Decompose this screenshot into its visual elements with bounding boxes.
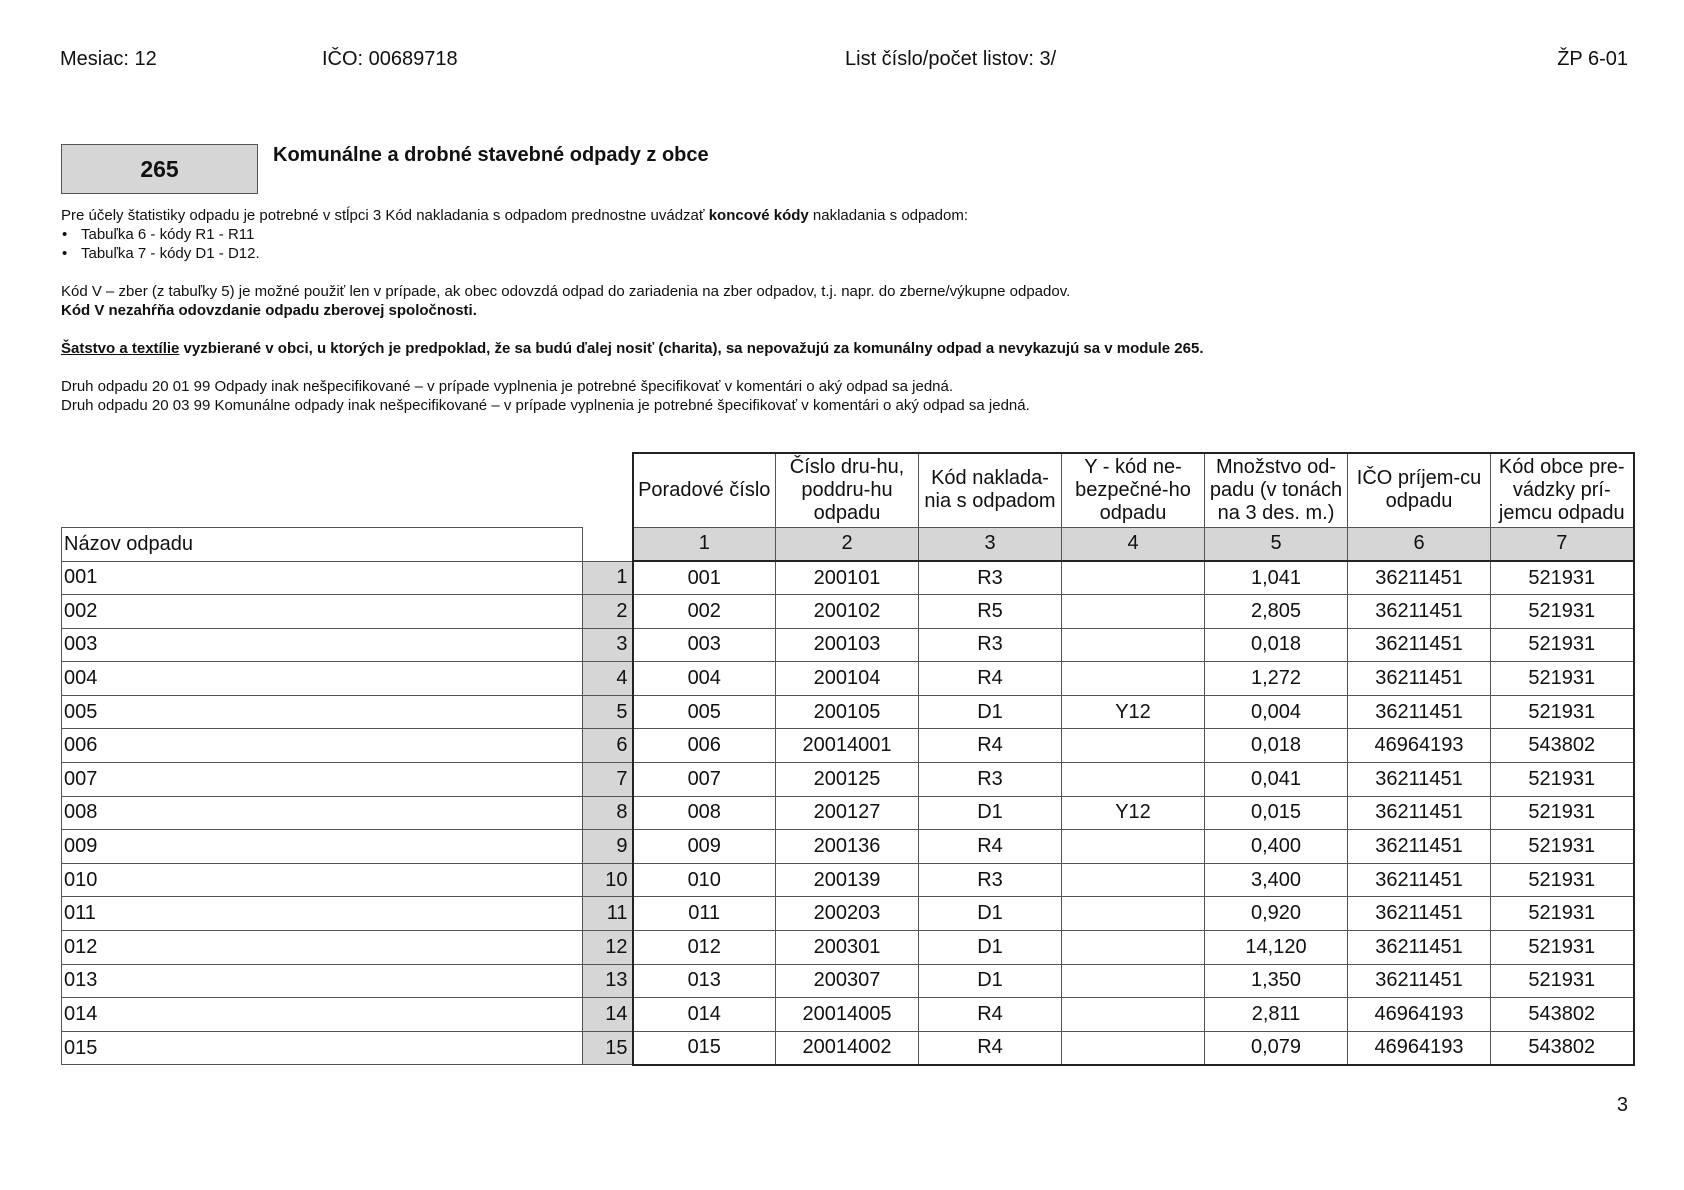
table-cell: 521931	[1491, 628, 1634, 662]
table-cell	[1062, 1031, 1205, 1065]
table-cell	[1062, 561, 1205, 595]
table-cell	[1062, 662, 1205, 696]
table-cell: 46964193	[1348, 998, 1491, 1032]
table-cell: 36211451	[1348, 863, 1491, 897]
table-cell: 001	[633, 561, 776, 595]
table-row	[62, 763, 1634, 797]
table-row	[62, 931, 1634, 965]
kod-v-warning: Kód V nezahŕňa odovzdanie odpadu zberovej spoločnosti.	[61, 302, 477, 319]
row-number-cell: 8	[583, 796, 633, 830]
table-cell: 004	[633, 662, 776, 696]
form-code-label: ŽP 6-01	[1557, 48, 1628, 70]
table-cell	[1062, 863, 1205, 897]
name-column-header: Názov odpadu	[62, 527, 583, 561]
table-cell: 0,004	[1205, 695, 1348, 729]
table-cell: 014	[633, 998, 776, 1032]
column-number: 3	[919, 527, 1062, 561]
table-cell: 46964193	[1348, 1031, 1491, 1065]
table-cell: D1	[919, 796, 1062, 830]
table-row	[62, 897, 1634, 931]
table-cell: 005	[633, 695, 776, 729]
table-cell: R3	[919, 561, 1062, 595]
column-header: Y - kód ne-bezpečné-ho odpadu	[1062, 453, 1205, 527]
table-cell: 36211451	[1348, 796, 1491, 830]
table-cell: 0,041	[1205, 763, 1348, 797]
table-cell: D1	[919, 964, 1062, 998]
table-cell: 36211451	[1348, 964, 1491, 998]
waste-name-cell: 002	[62, 595, 583, 629]
table-row	[62, 863, 1634, 897]
row-number-cell: 11	[583, 897, 633, 931]
table-cell: 521931	[1491, 763, 1634, 797]
table-cell: 1,041	[1205, 561, 1348, 595]
waste-name-cell: 015	[62, 1031, 583, 1065]
table-cell: 36211451	[1348, 561, 1491, 595]
waste-table	[61, 452, 1635, 1066]
column-header: IČO príjem-cu odpadu	[1348, 453, 1491, 527]
table-cell: 36211451	[1348, 830, 1491, 864]
waste-name-cell: 008	[62, 796, 583, 830]
table-cell: 002	[633, 595, 776, 629]
instructions-block	[61, 206, 1621, 415]
table-cell: 200203	[776, 897, 919, 931]
table-cell	[1062, 964, 1205, 998]
textile-note: Šatstvo a textílie vyzbierané v obci, u ktorých je predpoklad, že sa budú ďalej nosiť (charita), sa nepovažujú za komunálny odpad a nevykazujú sa v module 265.	[61, 340, 1204, 357]
column-header: Poradové číslo	[633, 453, 776, 527]
waste-name-cell: 007	[62, 763, 583, 797]
module-title: Komunálne a drobné stavebné odpady z obce	[273, 144, 709, 166]
table-cell: 008	[633, 796, 776, 830]
row-number-cell: 6	[583, 729, 633, 763]
waste-name-cell: 009	[62, 830, 583, 864]
table-row	[62, 729, 1634, 763]
column-number: 5	[1205, 527, 1348, 561]
table-cell: 200125	[776, 763, 919, 797]
table-cell: D1	[919, 695, 1062, 729]
table-cell: 200101	[776, 561, 919, 595]
druh-note-1: Druh odpadu 20 01 99 Odpady inak nešpecifikované – v prípade vyplnenia je potrebné špecifikovať v komentári o aký odpad sa jedná.	[61, 378, 954, 395]
table-cell	[1062, 595, 1205, 629]
table-cell: 013	[633, 964, 776, 998]
waste-name-cell: 012	[62, 931, 583, 965]
table-cell: 20014001	[776, 729, 919, 763]
waste-name-cell: 013	[62, 964, 583, 998]
row-number-cell: 4	[583, 662, 633, 696]
table-cell: 006	[633, 729, 776, 763]
table-row	[62, 964, 1634, 998]
druh-note-2: Druh odpadu 20 03 99 Komunálne odpady inak nešpecifikované – v prípade vyplnenia je potrebné špecifikovať v komentári o aký odpad sa jedná.	[61, 397, 1030, 414]
table-cell: 1,272	[1205, 662, 1348, 696]
table-cell: 36211451	[1348, 662, 1491, 696]
table-cell: 521931	[1491, 662, 1634, 696]
waste-name-cell: 005	[62, 695, 583, 729]
table-row	[62, 561, 1634, 595]
table-cell: 36211451	[1348, 763, 1491, 797]
waste-name-cell: 004	[62, 662, 583, 696]
table-cell: R4	[919, 662, 1062, 696]
table-cell: R3	[919, 863, 1062, 897]
sheet-number-label: List číslo/počet listov: 3/	[845, 48, 1057, 70]
table-cell: 20014005	[776, 998, 919, 1032]
table-cell: 46964193	[1348, 729, 1491, 763]
table-cell: 200139	[776, 863, 919, 897]
table-cell: 543802	[1491, 998, 1634, 1032]
table-row	[62, 796, 1634, 830]
table-cell: R4	[919, 998, 1062, 1032]
table-cell: 521931	[1491, 931, 1634, 965]
table-cell: Y12	[1062, 796, 1205, 830]
table-cell: 200136	[776, 830, 919, 864]
row-number-cell: 9	[583, 830, 633, 864]
table-cell	[1062, 763, 1205, 797]
row-number-cell: 3	[583, 628, 633, 662]
table-cell: 2,811	[1205, 998, 1348, 1032]
table-cell: D1	[919, 931, 1062, 965]
column-number: 4	[1062, 527, 1205, 561]
table-cell: 0,079	[1205, 1031, 1348, 1065]
table-cell: R4	[919, 1031, 1062, 1065]
column-number: 6	[1348, 527, 1491, 561]
table-cell: 543802	[1491, 1031, 1634, 1065]
table-cell: 012	[633, 931, 776, 965]
column-header: Číslo dru-hu, poddru-hu odpadu	[776, 453, 919, 527]
table-row	[62, 998, 1634, 1032]
table-cell: 521931	[1491, 964, 1634, 998]
table-cell: 36211451	[1348, 595, 1491, 629]
table-cell: 0,018	[1205, 628, 1348, 662]
table-cell: 0,920	[1205, 897, 1348, 931]
list-item: • Tabuľka 7 - kódy D1 - D12.	[61, 244, 1621, 263]
column-header: Kód obce pre-vádzky prí-jemcu odpadu	[1491, 453, 1634, 527]
waste-name-cell: 014	[62, 998, 583, 1032]
row-number-cell: 7	[583, 763, 633, 797]
row-number-cell: 14	[583, 998, 633, 1032]
table-cell: 36211451	[1348, 897, 1491, 931]
column-numbers-row	[62, 527, 1634, 561]
table-cell: Y12	[1062, 695, 1205, 729]
table-cell: 200104	[776, 662, 919, 696]
table-cell: 36211451	[1348, 628, 1491, 662]
table-cell: 011	[633, 897, 776, 931]
column-number: 1	[633, 527, 776, 561]
waste-name-cell: 011	[62, 897, 583, 931]
waste-name-cell: 006	[62, 729, 583, 763]
table-cell	[1062, 830, 1205, 864]
table-cell: 521931	[1491, 695, 1634, 729]
list-item: • Tabuľka 6 - kódy R1 - R11	[61, 225, 1621, 244]
table-cell: 015	[633, 1031, 776, 1065]
table-cell: 36211451	[1348, 695, 1491, 729]
table-cell: 543802	[1491, 729, 1634, 763]
table-cell: 0,400	[1205, 830, 1348, 864]
table-cell: R3	[919, 628, 1062, 662]
table-row	[62, 830, 1634, 864]
table-cell: 521931	[1491, 863, 1634, 897]
row-number-cell: 12	[583, 931, 633, 965]
ico-label: IČO: 00689718	[322, 48, 458, 70]
row-number-cell: 2	[583, 595, 633, 629]
column-number: 7	[1491, 527, 1634, 561]
table-cell: 521931	[1491, 897, 1634, 931]
table-row	[62, 628, 1634, 662]
waste-name-cell: 010	[62, 863, 583, 897]
table-row	[62, 1031, 1634, 1065]
kod-v-note: Kód V – zber (z tabuľky 5) je možné použiť len v prípade, ak obec odovzdá odpad do zariadenia na zber odpadov, t.j. napr. do zberne/výkupne odpadov.	[61, 283, 1071, 300]
column-header: Množstvo od-padu (v tonách na 3 des. m.)	[1205, 453, 1348, 527]
table-cell: 009	[633, 830, 776, 864]
column-number: 2	[776, 527, 919, 561]
table-cell: 521931	[1491, 561, 1634, 595]
table-cell: 007	[633, 763, 776, 797]
column-labels-row	[62, 453, 1634, 527]
table-cell: 200301	[776, 931, 919, 965]
table-cell: 14,120	[1205, 931, 1348, 965]
table-cell: 010	[633, 863, 776, 897]
waste-name-cell: 001	[62, 561, 583, 595]
table-cell: 20014002	[776, 1031, 919, 1065]
table-cell	[1062, 729, 1205, 763]
table-row	[62, 662, 1634, 696]
table-cell: 200127	[776, 796, 919, 830]
table-cell	[1062, 998, 1205, 1032]
row-number-cell: 15	[583, 1031, 633, 1065]
table-cell: 200102	[776, 595, 919, 629]
table-cell: 0,015	[1205, 796, 1348, 830]
table-cell: 200103	[776, 628, 919, 662]
module-code-box: 265	[61, 144, 258, 194]
column-header: Kód naklada-nia s odpadom	[919, 453, 1062, 527]
code-table-list	[61, 225, 1621, 263]
table-cell: R3	[919, 763, 1062, 797]
table-cell: 521931	[1491, 595, 1634, 629]
intro-note: Pre účely štatistiky odpadu je potrebné v stĺpci 3 Kód nakladania s odpadom prednostne uvádzať koncové kódy nakladania s odpadom:	[61, 207, 969, 224]
table-cell: 2,805	[1205, 595, 1348, 629]
month-label: Mesiac: 12	[60, 48, 157, 70]
table-cell: R5	[919, 595, 1062, 629]
table-cell: 200307	[776, 964, 919, 998]
waste-name-cell: 003	[62, 628, 583, 662]
table-row	[62, 695, 1634, 729]
table-cell: D1	[919, 897, 1062, 931]
row-number-cell: 1	[583, 561, 633, 595]
table-cell: 521931	[1491, 830, 1634, 864]
row-number-cell: 13	[583, 964, 633, 998]
table-cell	[1062, 897, 1205, 931]
row-number-cell: 5	[583, 695, 633, 729]
table-cell: R4	[919, 830, 1062, 864]
table-cell: R4	[919, 729, 1062, 763]
table-cell: 521931	[1491, 796, 1634, 830]
table-cell: 1,350	[1205, 964, 1348, 998]
page-number: 3	[1616, 1094, 1628, 1116]
table-cell: 0,018	[1205, 729, 1348, 763]
table-cell: 36211451	[1348, 931, 1491, 965]
row-number-cell: 10	[583, 863, 633, 897]
table-cell: 003	[633, 628, 776, 662]
table-cell: 3,400	[1205, 863, 1348, 897]
table-cell: 200105	[776, 695, 919, 729]
table-cell	[1062, 628, 1205, 662]
table-cell	[1062, 931, 1205, 965]
table-row	[62, 595, 1634, 629]
